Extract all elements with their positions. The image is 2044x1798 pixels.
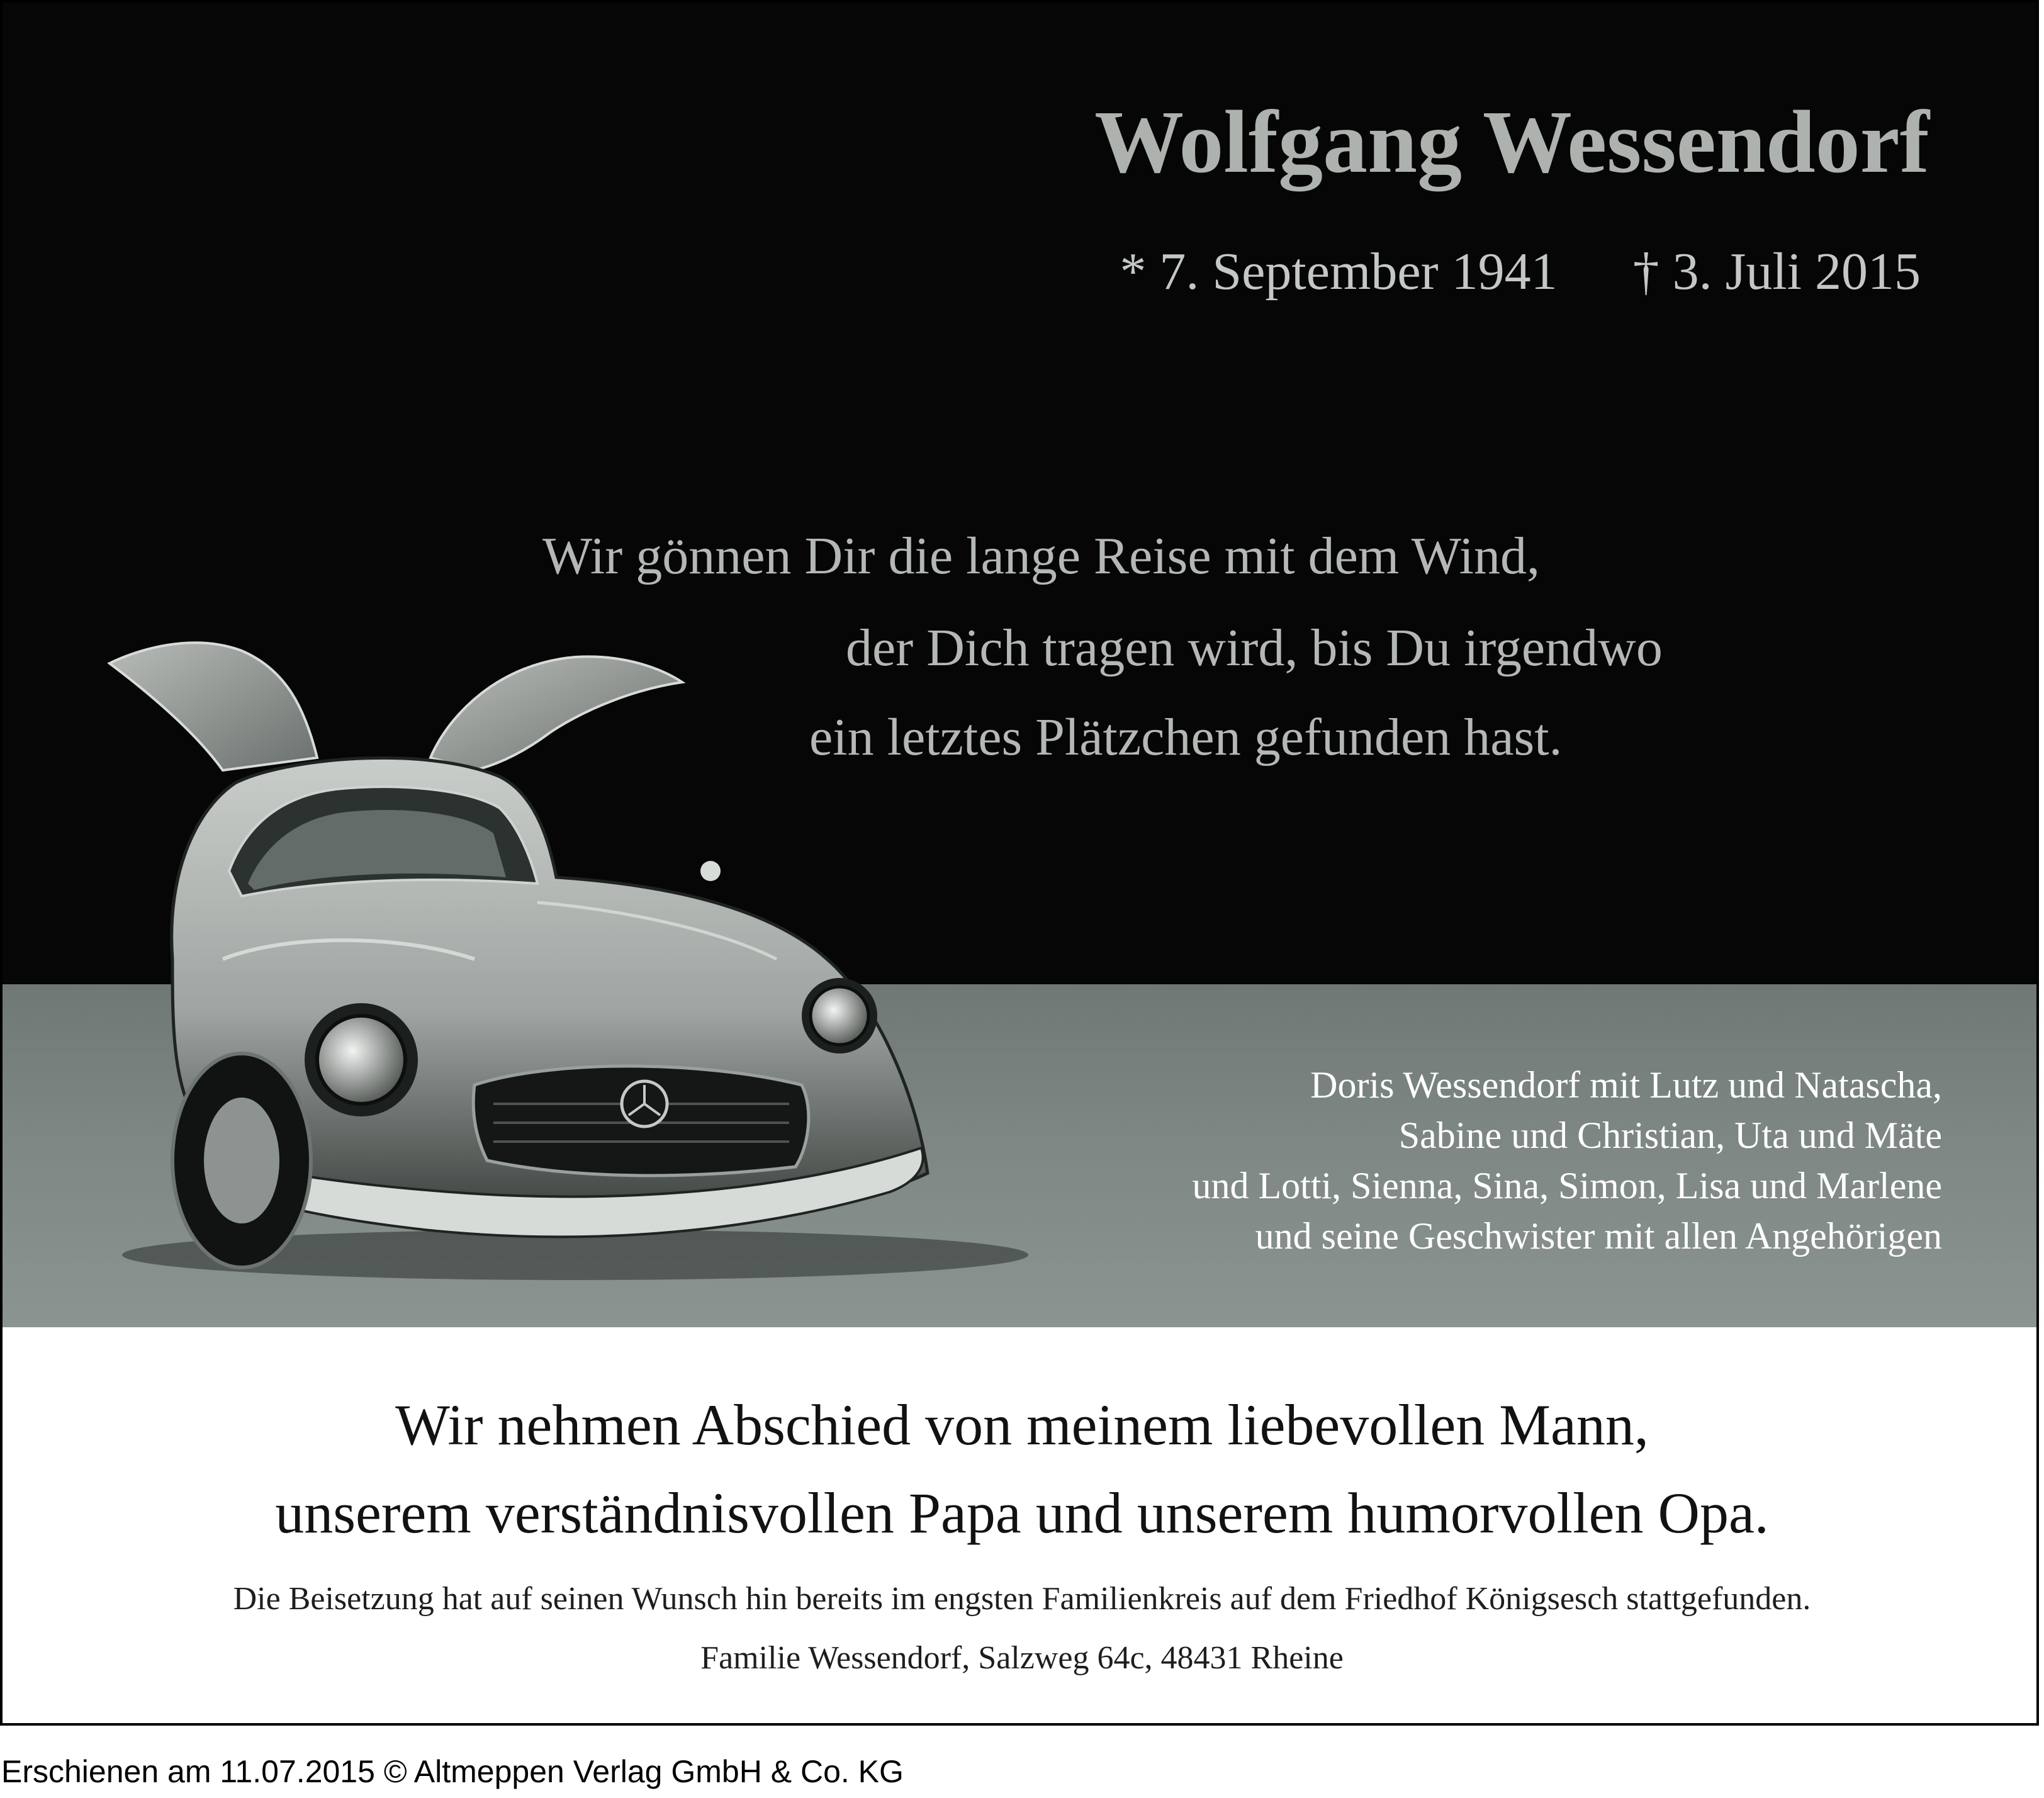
poem-line: der Dich tragen wird, bis Du irgendwo [846, 619, 1663, 677]
mourner-line: Sabine und Christian, Uta und Mäte [1398, 1115, 1942, 1156]
poem-line: Wir gönnen Dir die lange Reise mit dem Wind, [542, 527, 1541, 585]
death-date: † 3. Juli 2015 [1632, 242, 1921, 301]
deceased-name: Wolfgang Wessendorf [1094, 92, 1929, 191]
mourner-line: und Lotti, Sienna, Sina, Simon, Lisa und Marlene [1192, 1165, 1942, 1206]
mourner-line: und seine Geschwister mit allen Angehörigen [1255, 1215, 1942, 1257]
burial-notice [3, 1570, 2039, 1688]
life-dates [1120, 242, 1921, 301]
farewell-line: unserem verständnisvollen Papa und unserem humorvollen Opa. [275, 1481, 1769, 1545]
mourners-list [1192, 1060, 1942, 1261]
mourner-line: Doris Wessendorf mit Lutz und Natascha, [1310, 1064, 1942, 1106]
publication-credit: Erschienen am 11.07.2015 © Altmeppen Verlag GmbH & Co. KG [1, 1754, 904, 1789]
farewell-line: Wir nehmen Abschied von meinem liebevollen Mann, [395, 1393, 1649, 1457]
family-address: Familie Wessendorf, Salzweg 64c, 48431 Rheine [700, 1640, 1344, 1676]
farewell-message [3, 1381, 2039, 1557]
burial-text: Die Beisetzung hat auf seinen Wunsch hin bereits im engsten Familienkreis auf dem Friedhof Königsesch stattgefunden. [233, 1581, 1811, 1617]
poem-line: ein letztes Plätzchen gefunden hast. [809, 708, 1563, 767]
birth-date: * 7. September 1941 [1120, 242, 1558, 301]
photo-panel [3, 3, 2039, 1327]
